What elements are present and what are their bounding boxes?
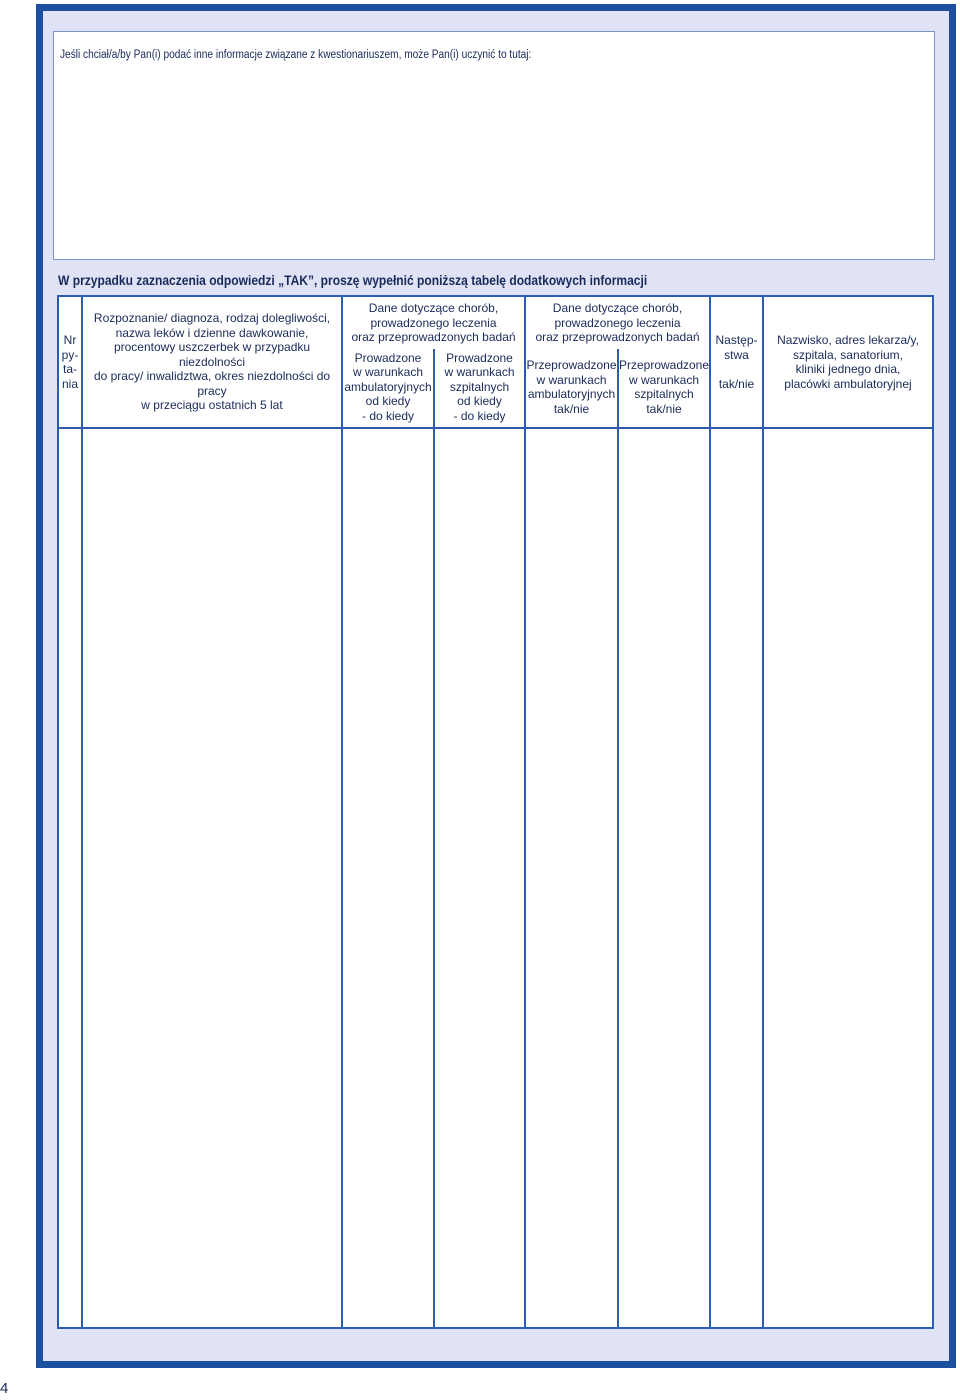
additional-info-box[interactable]: [53, 31, 935, 260]
input-diagnosis[interactable]: [83, 429, 341, 1327]
table-title: W przypadku zaznaczenia odpowiedzi „TAK”, proszę wypełnić poniższą tabelę dodatkowych informacji: [58, 272, 648, 288]
header-group-1: Dane dotyczące chorób, prowadzonego leczenia oraz przeprowadzonych badań: [351, 301, 516, 345]
input-outpatient-yesno[interactable]: [526, 429, 617, 1327]
header-hospital-yesno: Przeprowadzone w warunkach szpitalnych tak/nie: [618, 358, 710, 416]
page-number: 4: [0, 1380, 9, 1397]
header-group-2: Dane dotyczące chorób, prowadzonego leczenia oraz przeprowadzonych badań: [535, 301, 700, 345]
input-doctor[interactable]: [764, 429, 932, 1327]
header-nr: Nr py- ta- nia: [61, 333, 79, 391]
input-nr[interactable]: [59, 429, 81, 1327]
additional-info-table: [57, 295, 934, 1329]
input-hospital-yesno[interactable]: [619, 429, 709, 1327]
additional-info-label: Jeśli chciał/a/by Pan(i) podać inne informacje związane z kwestionariuszem, może Pan(i) uczynić to tutaj:: [60, 49, 532, 61]
header-outpatient-dates: Prowadzone w warunkach ambulatoryjnych od kiedy - do kiedy: [344, 350, 432, 423]
header-outpatient-yesno: Przeprowadzone w warunkach ambulatoryjnych tak/nie: [526, 358, 617, 416]
input-outpatient-dates[interactable]: [343, 429, 433, 1327]
input-hospital-dates[interactable]: [435, 429, 524, 1327]
header-consequences: Następ- stwa tak/nie: [715, 333, 758, 391]
header-doctor: Nazwisko, adres lekarza/y, szpitala, sanatorium, kliniki jednego dnia, placówki ambulatoryjnej: [777, 333, 919, 391]
header-diagnosis: Rozpoznanie/ diagnoza, rodzaj dolegliwości, nazwa leków i dzienne dawkowanie, procentowy uszczerbek w przypadku niezdolności do pracy/ inwalidztwa, okres niezdolności do pracy w przeciągu ostatnich 5 lat: [93, 311, 331, 413]
header-hospital-dates: Prowadzone w warunkach szpitalnych od kiedy - do kiedy: [444, 350, 515, 423]
input-consequences[interactable]: [711, 429, 762, 1327]
